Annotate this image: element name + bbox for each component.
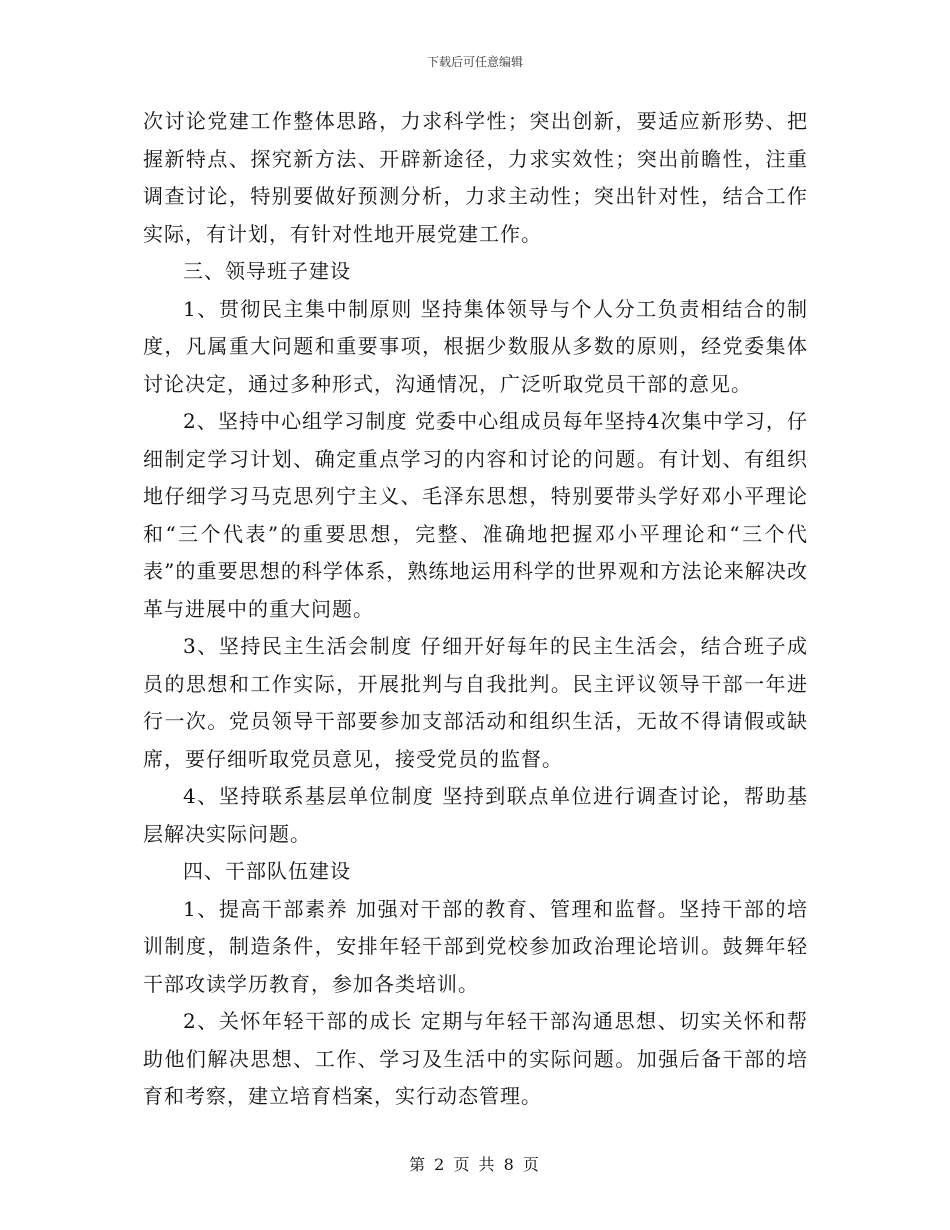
- paragraph: 1、贯彻民主集中制原则 坚持集体领导与个人分工负责相结合的制度，凡属重大问题和重要事项，根据少数服从多数的原则，经党委集体讨论决定，通过多种形式，沟通情况，广泛听取党员干部的意见。: [143, 296, 808, 396]
- paragraph: 1、提高干部素养 加强对干部的教育、管理和监督。坚持干部的培训制度，制造条件，安排年轻干部到党校参加政治理论培训。鼓舞年轻干部攻读学历教育，参加各类培训。: [143, 896, 808, 996]
- paragraph: 4、坚持联系基层单位制度 坚持到联点单位进行调查讨论，帮助基层解决实际问题。: [143, 784, 808, 846]
- page-number-footer: 第 2 页 共 8 页: [409, 1155, 541, 1174]
- paragraph: 次讨论党建工作整体思路，力求科学性；突出创新，要适应新形势、把握新特点、探究新方法、开辟新途径，力求实效性；突出前瞻性，注重调查讨论，特别要做好预测分析，力求主动性；突出针对性，结合工作实际，有计划，有针对性地开展党建工作。: [143, 109, 808, 246]
- paragraph: 2、关怀年轻干部的成长 定期与年轻干部沟通思想、切实关怀和帮助他们解决思想、工作、学习及生活中的实际问题。加强后备干部的培育和考察，建立培育档案，实行动态管理。: [143, 1009, 808, 1108]
- paragraph: 2、坚持中心组学习制度 党委中心组成员每年坚持4次集中学习，仔细制定学习计划、确定重点学习的内容和讨论的问题。有计划、有组织地仔细学习马克思列宁主义、毛泽东思想，特别要带头学好邓小平理论和“三个代表”的重要思想，完整、准确地把握邓小平理论和“三个代表”的重要思想的科学体系，熟练地运用科学的世界观和方法论来解决改革与进展中的重大问题。: [143, 409, 808, 621]
- section-heading: 三、领导班子建设: [183, 259, 351, 283]
- paragraph: 3、坚持民主生活会制度 仔细开好每年的民主生活会，结合班子成员的思想和工作实际，开展批判与自我批判。民主评议领导干部一年进行一次。党员领导干部要参加支部活动和组织生活，无故不得请假或缺席，要仔细听取党员意见，接受党员的监督。: [143, 634, 808, 771]
- document-body: [143, 103, 808, 1116]
- section-heading: 四、干部队伍建设: [183, 859, 351, 883]
- page-header: 下载后可任意编辑: [426, 55, 523, 69]
